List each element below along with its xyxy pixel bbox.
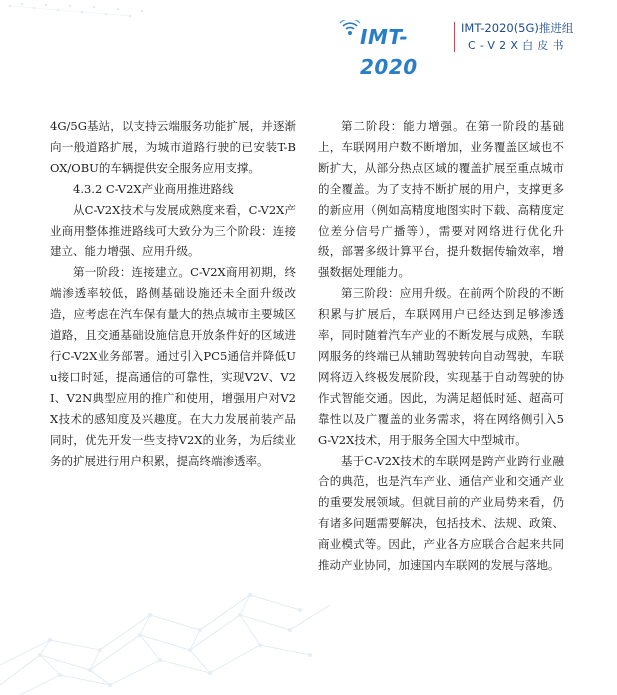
page-header <box>0 0 617 79</box>
left-column <box>50 116 296 471</box>
paragraph: 第二阶段：能力增强。在第一阶段的基础上，车联网用户数不断增加，业务覆盖区域也不断扩大，从部分热点区域的覆盖扩展至重点城市的全覆盖。为了支持不断扩展的用户，支撑更多的新应用（例如高精度地图实时下载、高精度定位差分信号广播等），需要对网络进行优化升级，部署多级计算平台，提升数据传输效率，增强数据处理能力。 <box>318 119 564 280</box>
header-title: IMT-2020(5G)推进组 <box>461 21 574 35</box>
decorative-network-graphic <box>0 555 330 695</box>
paragraph: 第三阶段：应用升级。在前两个阶段的不断积累与扩展后，车联网用户已经达到足够渗透率，同时随着汽车产业的不断发展与成熟，车联网服务的终端已从辅助驾驶转向自动驾驶，车联网将迈入终极发展阶段，实现基于自动驾驶的协作式智能交通。因此，为满足超低时延、超高可靠性以及广覆盖的业务需求，将在网络侧引入5G-V2X技术，用于服务全国大中型城市。 <box>318 286 564 447</box>
paragraph: 第一阶段：连接建立。C-V2X商用初期，终端渗透率较低，路侧基础设施还未全面升级改造，应考虑在汽车保有量大的热点城市主要城区道路，且交通基础设施信息开放条件好的区域进行C-V2X业务部署。通过引入PC5通信并降低Uu接口时延，提高通信的可靠性，实现V2V、V2I、V2N典型应用的推广和使用，增强用户对V2X技术的感知度及兴趣度。在大力发展前装产品同时，优先开发一些支持V2X的业务，为后续业务的扩展进行用户积累，提高终端渗透率。 <box>50 265 296 468</box>
header-divider <box>454 22 455 52</box>
header-subtitle: C-V2X白皮书 <box>468 39 568 52</box>
paragraph: 4G/5G基站，以支持云端服务功能扩展，并逐渐向一般道路扩展，为城市道路行驶的已安装T-BOX/OBU的车辆提供安全服务应用支撑。 <box>50 119 296 175</box>
imt-2020-logo: IMT-2020 <box>360 25 418 79</box>
right-column <box>318 116 564 576</box>
paragraph: 从C-V2X技术与发展成熟度来看，C-V2X产业商用整体推进路线可大致分为三个阶段：连接建立、能力增强、应用升级。 <box>50 202 296 259</box>
section-heading: 4.3.2 C-V2X产业商用推进路线 <box>73 181 234 196</box>
paragraph: 基于C-V2X技术的车联网是跨产业跨行业融合的典范，也是汽车产业、通信产业和交通产业的重要发展领域。但就目前的产业局势来看，仍有诸多问题需要解决，包括技术、法规、政策、商业模式等。因此，产业各方应联合合起来共同推动产业协同，加速国内车联网的发展与落地。 <box>318 453 564 573</box>
decorative-dots-top <box>0 0 220 40</box>
